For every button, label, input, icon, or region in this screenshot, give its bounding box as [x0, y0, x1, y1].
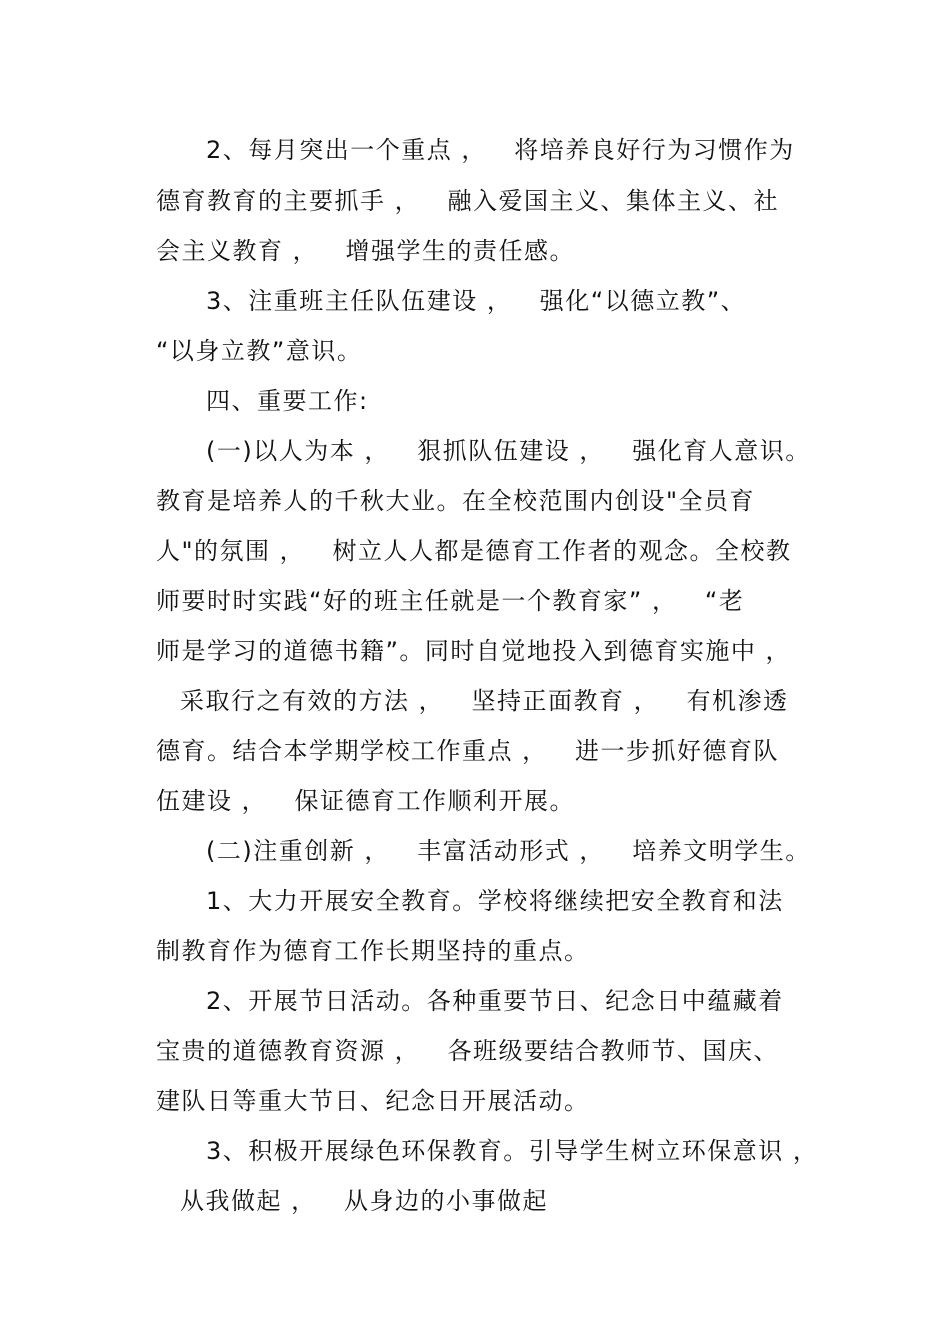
text-line: 3、注重班主任队伍建设 ， 强化“以德立教”、	[206, 287, 747, 315]
text-line: 教育是培养人的千秋大业。在全校范围内创设"全员育	[156, 487, 756, 515]
text-line: 德育教育的主要抓手 ， 融入爱国主义、集体主义、社	[156, 187, 780, 215]
text-line: 宝贵的道德教育资源 ， 各班级要结合教师节、国庆、	[156, 1037, 780, 1065]
text-line: 师要时时实践“好的班主任就是一个教育家” ， “老	[156, 587, 745, 615]
subsection-heading: (二)注重创新 ， 丰富活动形式 ， 培养文明学生。	[206, 837, 811, 865]
text-line: 建队日等重大节日、纪念日开展活动。	[156, 1087, 590, 1115]
text-line: 制教育作为德育工作长期坚持的重点。	[156, 937, 590, 965]
subsection-heading: (一)以人为本 ， 狠抓队伍建设 ， 强化育人意识。	[206, 437, 811, 465]
text-line: 2、每月突出一个重点 ， 将培养良好行为习惯作为	[206, 136, 795, 164]
text-line: 2、开展节日活动。各种重要节日、纪念日中蕴藏着	[206, 987, 784, 1015]
text-line: 采取行之有效的方法 ， 坚持正面教育 ， 有机渗透	[180, 687, 789, 715]
text-line: 1、大力开展安全教育。学校将继续把安全教育和法	[206, 887, 784, 915]
text-line: 3、积极开展绿色环保教育。引导学生树立环保意识 ，	[206, 1137, 819, 1165]
section-heading: 四、重要工作:	[206, 387, 369, 415]
text-line: 德育。结合本学期学校工作重点 ， 进一步抓好德育队	[156, 737, 780, 765]
text-line: “以身立教”意识。	[156, 337, 363, 365]
text-line: 伍建设 ， 保证德育工作顺利开展。	[156, 787, 576, 815]
text-line: 从我做起 ， 从身边的小事做起	[180, 1187, 549, 1215]
text-line: 人"的氛围 ， 树立人人都是德育工作者的观念。全校教	[156, 537, 792, 565]
text-line: 会主义教育 ， 增强学生的责任感。	[156, 237, 576, 265]
text-line: 师是学习的道德书籍”。同时自觉地投入到德育实施中 ，	[156, 637, 792, 665]
